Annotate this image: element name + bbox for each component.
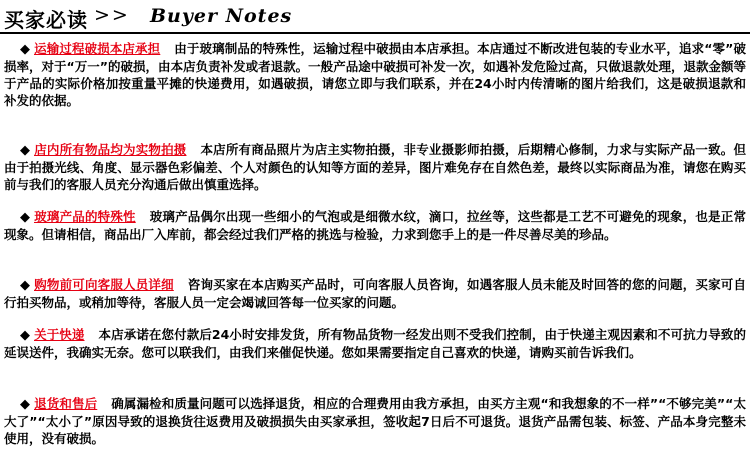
buyer-notes-header bbox=[0, 0, 750, 34]
note-body: 本店所有商品照片为店主实物拍摄，非专业摄影师拍摄，后期精心修制，力求与实际产品一致。但由于拍摄光线、角度、显示器色彩偏差、个人对颜色的认知等方面的差异，图片难免存在自然色差，最终以实际商品为准，请您在购买前与我们的客服人员充分沟通后做出慎重选择。 bbox=[4, 142, 746, 192]
diamond-bullet-icon: ◆ bbox=[20, 143, 30, 158]
note-title: 店内所有物品均为实物拍摄 bbox=[34, 142, 187, 157]
header-title-cn: 买家必读 bbox=[4, 8, 88, 32]
note-body: 本店承诺在您付款后24小时安排发货，所有物品货物一经发出则不受我们控制，由于快递主观因素和不可抗力导致的延误送件，我确实无奈。您可以联我们，由我们来催促快递。您如果需要指定自己喜欢的快递，请购买前告诉我们。 bbox=[4, 327, 746, 360]
note-item-real-photos bbox=[4, 141, 746, 193]
diamond-bullet-icon: ◆ bbox=[20, 278, 30, 293]
note-body: 咨询买家在本店购买产品时，可向客服人员咨询，如遇客服人员未能及时回答的您的问题，买家可自行拍买物品，或稍加等待，客服人员一定会竭诚回答每一位买家的问题。 bbox=[4, 277, 746, 310]
diamond-bullet-icon: ◆ bbox=[20, 42, 30, 57]
note-item-express-delivery bbox=[4, 326, 746, 361]
note-item-glass-features bbox=[4, 208, 746, 243]
note-title: 玻璃产品的特殊性 bbox=[34, 209, 136, 224]
note-title: 关于快递 bbox=[34, 327, 85, 342]
note-body: 由于玻璃制品的特殊性，运输过程中破损由本店承担。本店通过不断改进包装的专业水平，追求“零”破损率，对于“万一”的破损，由本店负责补发或者退款。一般产品途中破损可补发一次，如遇补发危险过高，只做退款处理，退款金额等于产品的实际价格加按重量平摊的快递费用，如遇破损，请您立即与我们联系，并在24小时内传清晰的图片给我们，这是破损退款和补发的依据。 bbox=[4, 41, 746, 108]
header-title-en: Buyer Notes bbox=[150, 5, 293, 27]
note-item-shipping-damage bbox=[4, 40, 746, 109]
diamond-bullet-icon: ◆ bbox=[20, 397, 30, 412]
diamond-bullet-icon: ◆ bbox=[20, 210, 30, 225]
note-title: 运输过程破损本店承担 bbox=[34, 41, 161, 56]
header-arrows: >> bbox=[94, 4, 130, 26]
note-item-consult-service bbox=[4, 276, 746, 311]
note-title: 购物前可向客服人员详细 bbox=[34, 277, 174, 292]
note-title: 退货和售后 bbox=[34, 396, 98, 411]
note-item-returns-after-sales bbox=[4, 395, 746, 447]
note-body: 确属漏检和质量问题可以选择退货，相应的合理费用由我方承担，由买方主观“和我想象的不一样”“不够完美”“太大了”“太小了”原因导致的退换货往返费用及破损损失由买家承担，签收起7日后不可退货。退货产品需包装、标签、产品本身完整未使用，没有破损。 bbox=[4, 396, 746, 446]
note-body: 玻璃产品偶尔出现一些细小的气泡或是细微水纹，滴口，拉丝等，这些都是工艺不可避免的现象，也是正常现象。但请相信，商品出厂入库前，都会经过我们严格的挑选与检验，力求到您手上的是一件尽善尽美的珍品。 bbox=[4, 209, 746, 242]
diamond-bullet-icon: ◆ bbox=[20, 328, 30, 343]
